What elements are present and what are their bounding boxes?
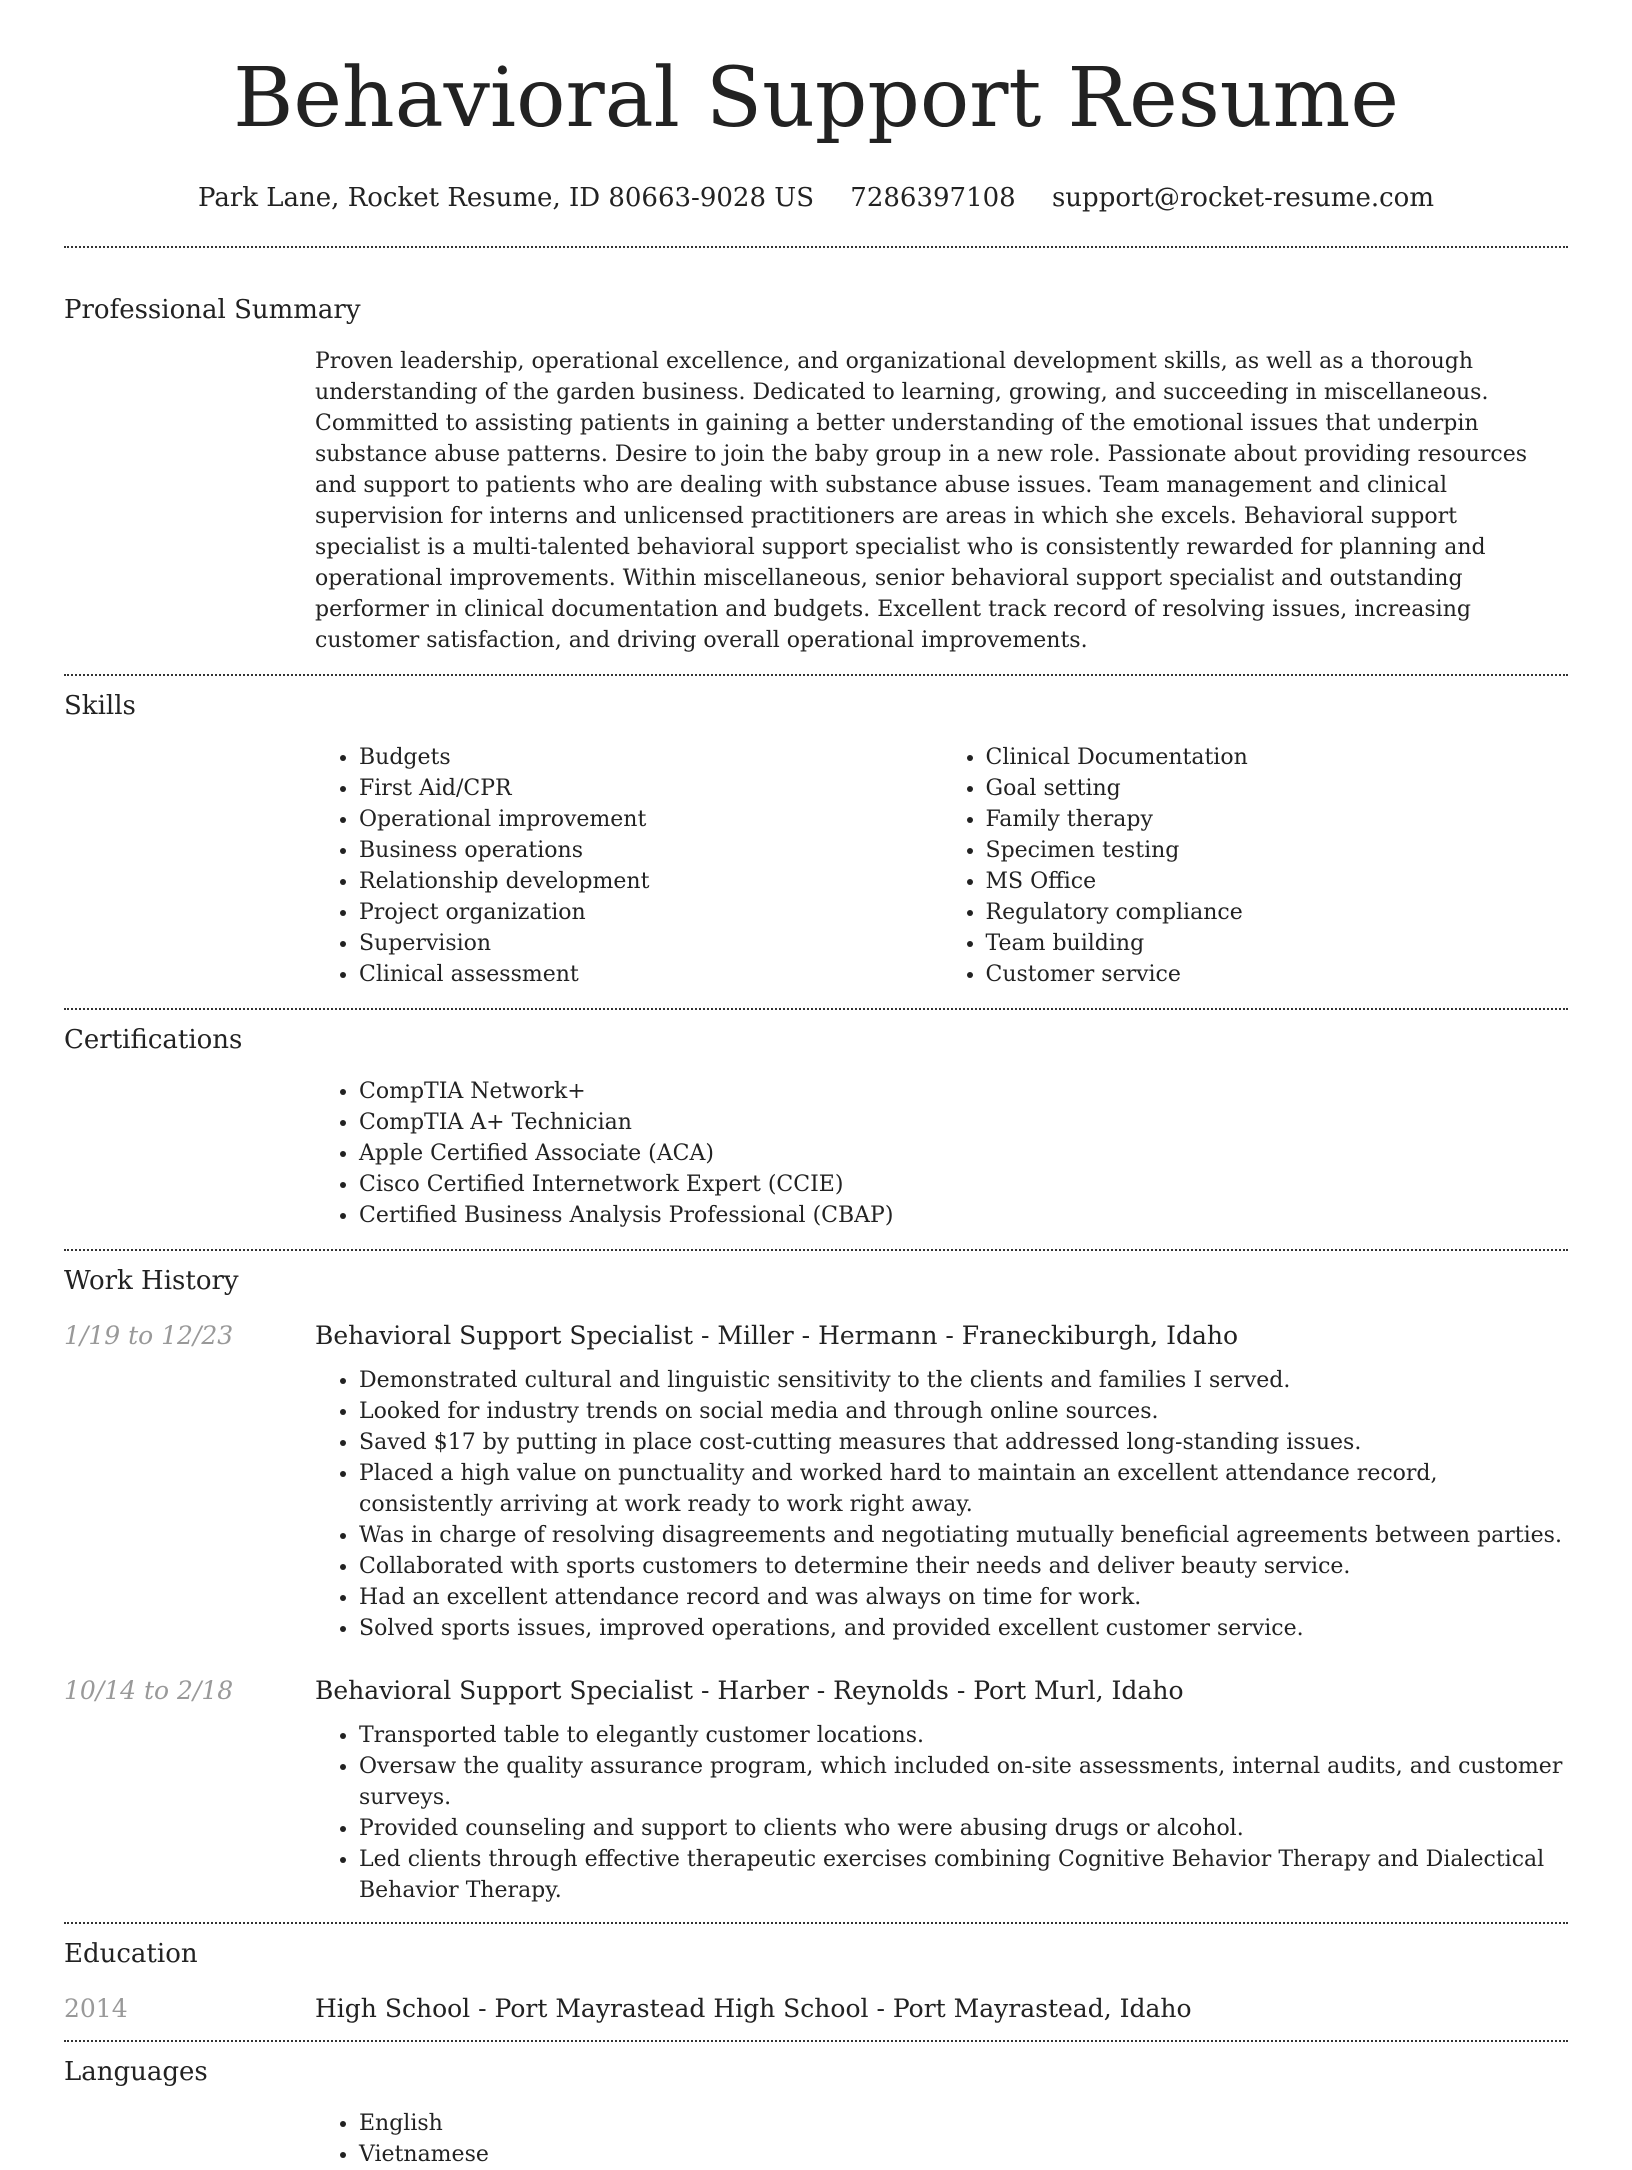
job-bullet: • Saved $17 by putting in place cost-cutting measures that addressed long-standing issues. — [359, 1427, 1568, 1458]
job-dates: 10/14 to 2/18 — [64, 1676, 234, 1705]
skill-item: • Budgets — [359, 742, 942, 773]
certifications-section — [64, 1010, 1568, 1249]
skill-item: • Specimen testing — [986, 835, 1569, 866]
education-body — [315, 1992, 1568, 2026]
language-item: • Vietnamese — [359, 2139, 1568, 2170]
job-bullet: • Had an excellent attendance record and was always on time for work. — [359, 1582, 1568, 1613]
skill-item: • Relationship development — [359, 866, 942, 897]
certification-item: • Apple Certified Associate (ACA) — [359, 1138, 1568, 1169]
job-bullet: • Provided counseling and support to clients who were abusing drugs or alcohol. — [359, 1813, 1568, 1844]
job-bullets — [315, 1365, 1568, 1644]
languages-heading: Languages — [64, 2057, 208, 2087]
skills-heading: Skills — [64, 691, 136, 721]
skills-section — [64, 676, 1568, 1008]
job-dates: 1/19 to 12/23 — [64, 1321, 234, 1350]
job-bullet: • Led clients through effective therapeutic exercises combining Cognitive Behavior Therapy and Dialectical Behavior Therapy. — [359, 1844, 1568, 1906]
job-title: Behavioral Support Specialist - Harber - Reynolds - Port Murl, Idaho — [315, 1676, 1184, 1705]
contact-phone: 7286397108 — [850, 183, 1016, 213]
certifications-body — [315, 1076, 1568, 1231]
job-bullet: • Oversaw the quality assurance program, which included on-site assessments, internal audits, and customer surveys. — [359, 1751, 1568, 1813]
skill-item: • First Aid/CPR — [359, 773, 942, 804]
job-body — [315, 1319, 1568, 1644]
job-bullet: • Transported table to elegantly customer locations. — [359, 1720, 1568, 1751]
skill-item: • Clinical Documentation — [986, 742, 1569, 773]
certification-item: • CompTIA A+ Technician — [359, 1107, 1568, 1138]
language-item: • English — [359, 2108, 1568, 2139]
job-bullet: • Was in charge of resolving disagreements and negotiating mutually beneficial agreements between parties. — [359, 1520, 1568, 1551]
skill-item: • Goal setting — [986, 773, 1569, 804]
education-entry — [64, 1992, 1568, 2026]
skill-item: • Clinical assessment — [359, 959, 942, 990]
skills-column-right — [942, 742, 1569, 990]
skills-list — [315, 742, 1568, 990]
education-section — [64, 1924, 1568, 2040]
certification-item: • CompTIA Network+ — [359, 1076, 1568, 1107]
job-bullet: • Solved sports issues, improved operations, and provided excellent customer service. — [359, 1613, 1568, 1644]
certification-item: • Certified Business Analysis Professional (CBAP) — [359, 1200, 1568, 1231]
work-history-section — [64, 1251, 1568, 1922]
skill-item: • Customer service — [986, 959, 1569, 990]
skills-column-left — [315, 742, 942, 990]
job-entry — [64, 1674, 1568, 1906]
skill-item: • MS Office — [986, 866, 1569, 897]
work-history-heading: Work History — [64, 1266, 239, 1296]
summary-heading: Professional Summary — [64, 295, 361, 325]
job-bullet: • Looked for industry trends on social media and through online sources. — [359, 1396, 1568, 1427]
languages-body — [315, 2108, 1568, 2170]
skill-item: • Project organization — [359, 897, 942, 928]
skill-item: • Supervision — [359, 928, 942, 959]
summary-text: Proven leadership, operational excellence, and organizational development skills, as well as a thorough understanding of the garden business. Dedicated to learning, growing, and succeeding in miscellaneous. Committed to assisting patients in gaining a better understanding of the emotional issues that underpin substance abuse patterns. Desire to join the baby group in a new role. Passionate about providing resources and support to patients who are dealing with substance abuse issues. Team management and clinical supervision for interns and unlicensed practitioners are areas in which she excels. Behavioral support specialist is a multi-talented behavioral support specialist who is consistently rewarded for planning and operational improvements. Within miscellaneous, senior behavioral support specialist and outstanding performer in clinical documentation and budgets. Excellent track record of resolving issues, increasing customer satisfaction, and driving overall operational improvements. — [315, 349, 1528, 653]
skill-item: • Team building — [986, 928, 1569, 959]
languages-list — [315, 2108, 1568, 2170]
job-body — [315, 1674, 1568, 1906]
job-bullet: • Demonstrated cultural and linguistic sensitivity to the clients and families I served. — [359, 1365, 1568, 1396]
skill-item: • Regulatory compliance — [986, 897, 1569, 928]
job-bullet: • Placed a high value on punctuality and worked hard to maintain an excellent attendance record, consistently arriving at work ready to work right away. — [359, 1458, 1568, 1520]
skill-item: • Business operations — [359, 835, 942, 866]
education-title: High School - Port Mayrastead High School - Port Mayrastead, Idaho — [315, 1994, 1192, 2023]
job-bullets — [315, 1720, 1568, 1906]
education-heading: Education — [64, 1939, 198, 1969]
skill-item: • Family therapy — [986, 804, 1569, 835]
resume-title: Behavioral Support Resume — [233, 51, 1399, 146]
contact-line — [64, 180, 1568, 216]
job-bullet: • Collaborated with sports customers to determine their needs and deliver beauty service. — [359, 1551, 1568, 1582]
summary-body — [315, 346, 1568, 656]
resume-header — [64, 0, 1568, 216]
languages-section — [64, 2042, 1568, 2170]
education-date: 2014 — [64, 1994, 128, 2023]
skill-item: • Operational improvement — [359, 804, 942, 835]
job-title: Behavioral Support Specialist - Miller - Hermann - Franeckiburgh, Idaho — [315, 1321, 1239, 1350]
certification-item: • Cisco Certified Internetwork Expert (CCIE) — [359, 1169, 1568, 1200]
certifications-list — [315, 1076, 1568, 1231]
summary-section — [64, 248, 1568, 674]
contact-address: Park Lane, Rocket Resume, ID 80663-9028 US — [198, 183, 815, 213]
contact-email: support@rocket-resume.com — [1051, 183, 1434, 213]
certifications-heading: Certifications — [64, 1025, 243, 1055]
job-entry — [64, 1319, 1568, 1644]
